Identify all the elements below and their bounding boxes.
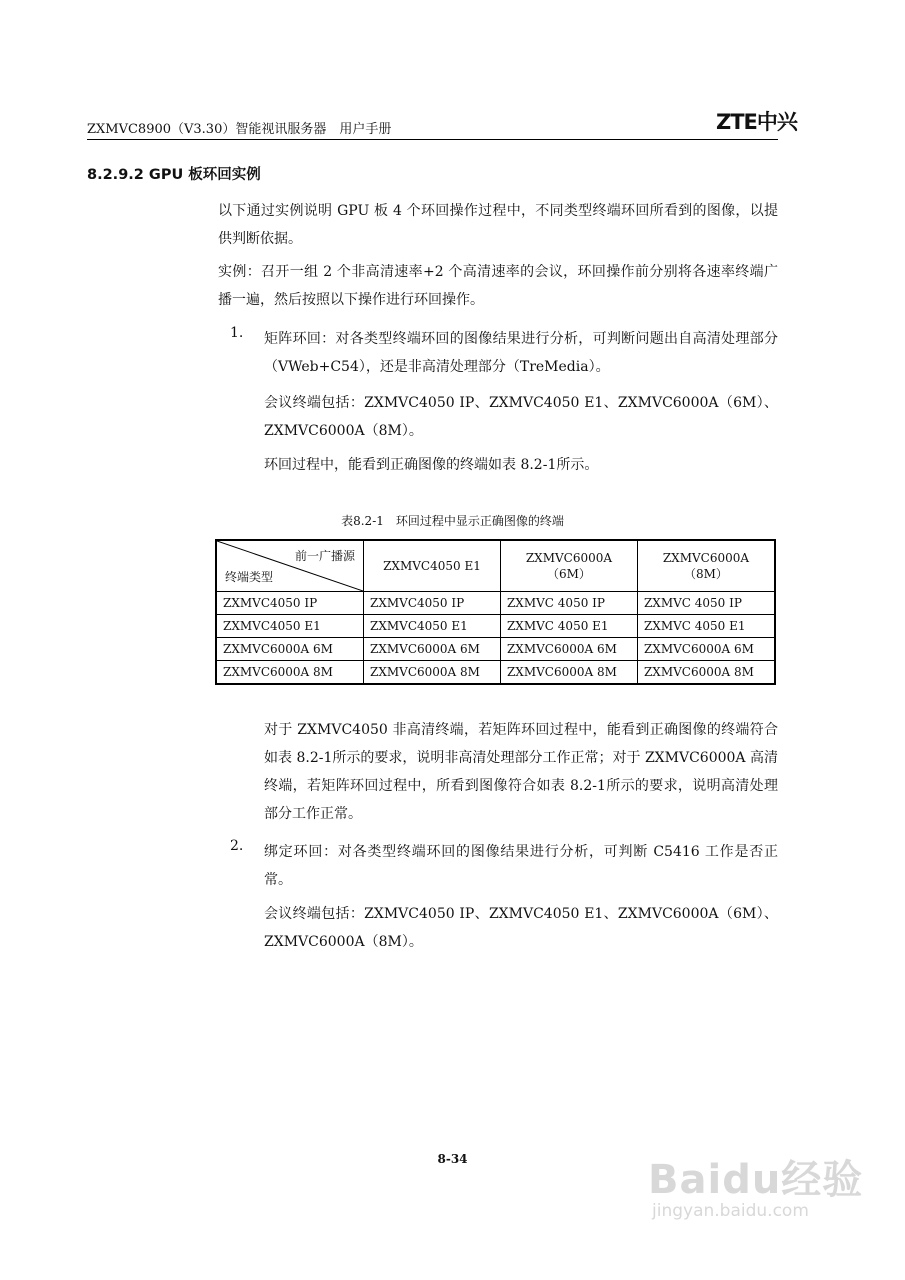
- example-paragraph: 实例：召开一组 2 个非高清速率+2 个高清速率的会议，环回操作前分别将各速率终端广播一遍，然后按照以下操作进行环回操作。: [218, 264, 778, 308]
- column-header-line1: ZXMVC4050 E1: [383, 559, 481, 573]
- watermark-logo-text: Baidu经验: [648, 1157, 864, 1203]
- list-item-text: 矩阵环回：对各类型终端环回的图像结果进行分析，可判断问题出自高清处理部分（VWeb+C54），还是非高清处理部分（TreMedia）。: [264, 331, 778, 375]
- column-header: [500, 540, 637, 592]
- loopback-table: [215, 539, 776, 685]
- list-item-number: 1.: [230, 325, 244, 341]
- intro-paragraph: 以下通过实例说明 GPU 板 4 个环回操作过程中，不同类型终端环回所看到的图像，以提供判断依据。: [218, 203, 778, 247]
- corner-top-label: 前一广播源: [294, 549, 355, 563]
- table-cell: ZXMVC 4050 E1: [637, 615, 775, 638]
- table-caption: 表8.2-1 环回过程中显示正确图像的终端: [341, 514, 564, 528]
- column-header-line2: （8M）: [684, 566, 728, 581]
- column-header: [364, 540, 501, 592]
- header-divider: [87, 139, 778, 140]
- table-corner-cell: [216, 540, 364, 592]
- table-row: [216, 638, 775, 661]
- table-cell: ZXMVC4050 IP: [364, 592, 501, 615]
- list-item-terminals: 会议终端包括：ZXMVC4050 IP、ZXMVC4050 E1、ZXMVC6000A（6M）、ZXMVC6000A（8M）。: [264, 906, 778, 950]
- table-cell: ZXMVC6000A 6M: [637, 638, 775, 661]
- table-cell: ZXMVC4050 E1: [216, 615, 364, 638]
- table-cell: ZXMVC6000A 8M: [216, 661, 364, 685]
- table-row: [216, 615, 775, 638]
- table-row: [216, 661, 775, 685]
- column-header: [637, 540, 775, 592]
- zte-logo: ZTE中兴: [716, 110, 797, 134]
- list-item-number: 2.: [230, 838, 244, 854]
- column-header-line2: （6M）: [546, 566, 591, 581]
- table-cell: ZXMVC4050 E1: [364, 615, 501, 638]
- table-cell: ZXMVC6000A 8M: [637, 661, 775, 685]
- list-item-terminals: 会议终端包括：ZXMVC4050 IP、ZXMVC4050 E1、ZXMVC6000A（6M）、ZXMVC6000A（8M）。: [264, 395, 778, 439]
- table-cell: ZXMVC 4050 E1: [500, 615, 637, 638]
- column-header-line1: ZXMVC6000A: [525, 550, 613, 565]
- table-row: [216, 592, 775, 615]
- corner-bottom-label: 终端类型: [225, 570, 274, 584]
- table-cell: ZXMVC6000A 8M: [364, 661, 501, 685]
- table-cell: ZXMVC 4050 IP: [500, 592, 637, 615]
- column-header-line1: ZXMVC6000A: [662, 550, 750, 565]
- page-number: 8-34: [437, 1152, 468, 1166]
- table-cell: ZXMVC6000A 8M: [500, 661, 637, 685]
- table-cell: ZXMVC6000A 6M: [216, 638, 364, 661]
- section-heading: 8.2.9.2 GPU 板环回实例: [87, 167, 261, 183]
- analysis-paragraph: 对于 ZXMVC4050 非高清终端，若矩阵环回过程中，能看到正确图像的终端符合如表 8.2-1所示的要求，说明非高清处理部分工作正常；对于 ZXMVC6000A 高清终端，若矩阵环回过程中，所看到图像符合如表 8.2-1所示的要求，说明高清处理部分工作正常。: [264, 722, 778, 822]
- list-item-note: 环回过程中，能看到正确图像的终端如表 8.2-1所示。: [264, 457, 599, 473]
- table-cell: ZXMVC 4050 IP: [637, 592, 775, 615]
- list-item-text: 绑定环回：对各类型终端环回的图像结果进行分析，可判断 C5416 工作是否正常。: [264, 844, 778, 888]
- baidu-watermark: [648, 1148, 863, 1221]
- table-header-row: [216, 540, 775, 592]
- table-cell: ZXMVC4050 IP: [216, 592, 364, 615]
- watermark-url: jingyan.baidu.com: [652, 1201, 809, 1221]
- table-cell: ZXMVC6000A 6M: [364, 638, 501, 661]
- document-header-title: ZXMVC8900（V3.30）智能视讯服务器 用户手册: [87, 122, 392, 137]
- table-cell: ZXMVC6000A 6M: [500, 638, 637, 661]
